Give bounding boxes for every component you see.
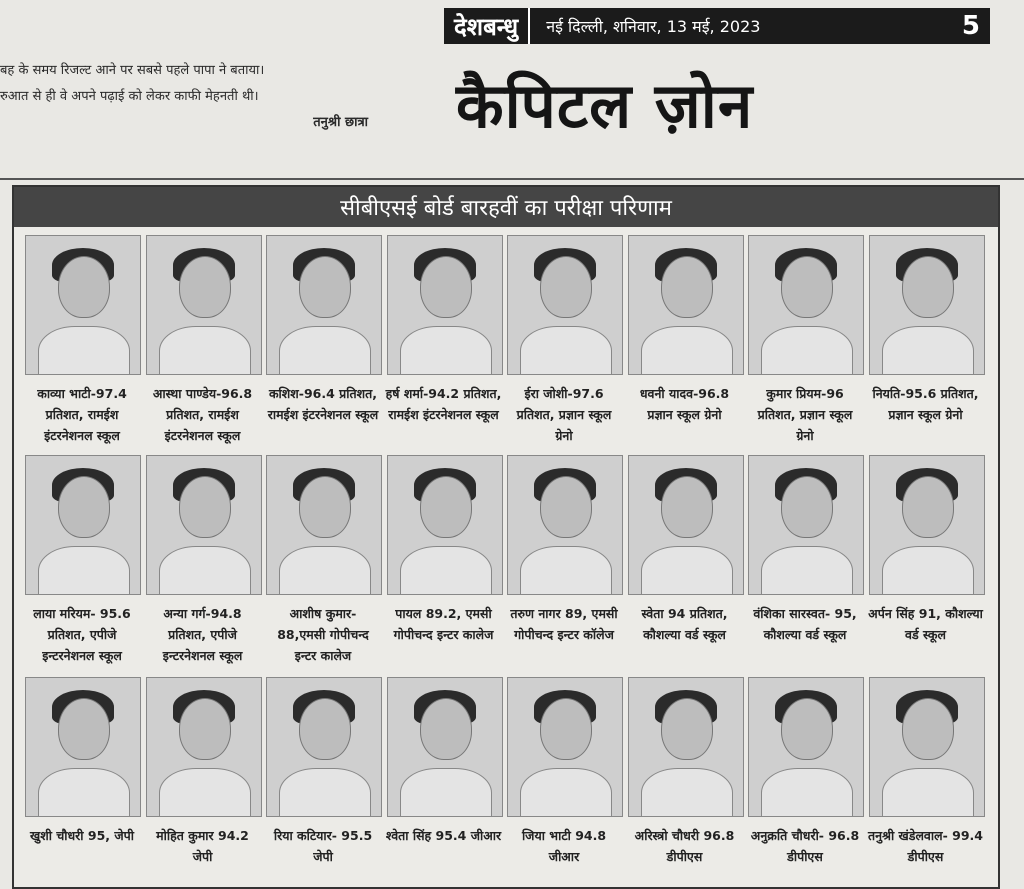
portrait-body bbox=[38, 546, 130, 595]
portrait-head bbox=[420, 476, 472, 538]
student-photo bbox=[387, 235, 503, 375]
student-photo bbox=[507, 455, 623, 595]
portrait-head bbox=[299, 476, 351, 538]
portrait-body bbox=[279, 546, 371, 595]
portrait-head bbox=[420, 698, 472, 760]
portrait-head bbox=[58, 256, 110, 318]
student-caption: अनुक्रति चौधरी- 96.8 डीपीएस bbox=[750, 828, 860, 864]
student-card bbox=[866, 677, 986, 887]
portrait-head bbox=[540, 698, 592, 760]
student-photo bbox=[146, 235, 262, 375]
results-banner: सीबीएसई बोर्ड बारहवीं का परीक्षा परिणाम bbox=[14, 187, 998, 227]
portrait-body bbox=[520, 326, 612, 375]
student-grid bbox=[22, 235, 986, 887]
student-card bbox=[745, 235, 865, 455]
student-photo bbox=[146, 677, 262, 817]
student-photo bbox=[387, 677, 503, 817]
student-caption: रिया कटियार- 95.5 जेपी bbox=[273, 828, 373, 864]
student-card bbox=[22, 235, 142, 455]
portrait-head bbox=[661, 476, 713, 538]
student-caption: धवनी यादव-96.8 प्रज्ञान स्कूल ग्रेनो bbox=[639, 386, 730, 422]
student-card bbox=[504, 677, 624, 887]
dateline: नई दिल्ली, शनिवार, 13 मई, 2023 bbox=[546, 17, 761, 36]
student-caption: आस्था पाण्डेय-96.8 प्रतिशत, रामईश इंटरनेशनल स्कूल bbox=[152, 386, 253, 443]
portrait-head bbox=[420, 256, 472, 318]
student-card bbox=[384, 235, 504, 455]
student-photo bbox=[507, 677, 623, 817]
portrait-body bbox=[159, 768, 251, 817]
student-photo bbox=[628, 235, 744, 375]
student-card bbox=[625, 455, 745, 677]
student-caption: तनुश्री खंडेलवाल- 99.4 डीपीएस bbox=[868, 828, 983, 864]
portrait-head bbox=[781, 476, 833, 538]
portrait-body bbox=[641, 546, 733, 595]
student-photo bbox=[146, 455, 262, 595]
top-quote bbox=[0, 58, 380, 136]
portrait-body bbox=[761, 326, 853, 375]
student-card bbox=[263, 235, 383, 455]
student-photo bbox=[628, 455, 744, 595]
section-title: कैपिटल ज़ोन bbox=[456, 69, 754, 142]
student-card bbox=[22, 677, 142, 887]
student-card bbox=[263, 455, 383, 677]
student-caption: वंशिका सारस्वत- 95, कौशल्या वर्ड स्कूल bbox=[753, 606, 857, 642]
student-photo bbox=[266, 235, 382, 375]
student-card bbox=[504, 455, 624, 677]
student-photo bbox=[25, 677, 141, 817]
student-caption: श्वेता सिंह 95.4 जीआर bbox=[385, 828, 502, 843]
portrait-head bbox=[58, 476, 110, 538]
student-card bbox=[143, 235, 263, 455]
student-card bbox=[745, 455, 865, 677]
portrait-head bbox=[781, 256, 833, 318]
student-caption: अर्पन सिंह 91, कौशल्या वर्ड स्कूल bbox=[868, 606, 983, 642]
student-caption: आशीष कुमार- 88,एमसी गोपीचन्द इन्टर कालेज bbox=[277, 606, 369, 663]
student-caption: पायल 89.2, एमसी गोपीचन्द इन्टर कालेज bbox=[393, 606, 494, 642]
student-caption: जिया भाटी 94.8 जीआर bbox=[521, 828, 607, 864]
student-photo bbox=[387, 455, 503, 595]
portrait-body bbox=[279, 326, 371, 375]
portrait-body bbox=[882, 326, 974, 375]
portrait-head bbox=[299, 698, 351, 760]
portrait-body bbox=[38, 326, 130, 375]
student-caption: अन्या गर्ग-94.8 प्रतिशत, एपीजे इन्टरनेशनल स्कूल bbox=[162, 606, 243, 663]
student-card bbox=[384, 677, 504, 887]
student-card bbox=[143, 455, 263, 677]
student-caption: काव्या भाटी-97.4 प्रतिशत, रामईश इंटरनेशनल स्कूल bbox=[37, 386, 127, 443]
portrait-body bbox=[400, 768, 492, 817]
quote-signature: तनुश्री छात्रा bbox=[313, 115, 368, 130]
student-photo bbox=[266, 677, 382, 817]
results-box bbox=[12, 185, 1000, 889]
quote-line-2: रुआत से ही वे अपने पढ़ाई को लेकर काफी मेहनती थी। bbox=[0, 89, 259, 104]
portrait-body bbox=[159, 546, 251, 595]
student-photo bbox=[869, 455, 985, 595]
portrait-head bbox=[540, 476, 592, 538]
portrait-body bbox=[761, 546, 853, 595]
portrait-head bbox=[902, 476, 954, 538]
student-card bbox=[745, 677, 865, 887]
student-card bbox=[625, 235, 745, 455]
quote-line-1: बह के समय रिजल्ट आने पर सबसे पहले पापा ने बताया। bbox=[0, 63, 265, 78]
portrait-head bbox=[179, 698, 231, 760]
student-card bbox=[866, 455, 986, 677]
portrait-head bbox=[661, 698, 713, 760]
student-photo bbox=[25, 455, 141, 595]
student-caption: लाया मरियम- 95.6 प्रतिशत, एपीजे इन्टरनेशनल स्कूल bbox=[33, 606, 131, 663]
student-card bbox=[263, 677, 383, 887]
student-caption: खुशी चौधरी 95, जेपी bbox=[30, 828, 134, 843]
student-photo bbox=[748, 235, 864, 375]
newspaper-logo: देशबन्धु bbox=[444, 8, 530, 44]
portrait-head bbox=[179, 476, 231, 538]
student-caption: मोहित कुमार 94.2 जेपी bbox=[156, 828, 249, 864]
student-photo bbox=[266, 455, 382, 595]
student-caption: कुमार प्रियम-96 प्रतिशत, प्रज्ञान स्कूल ग्रेनो bbox=[757, 386, 853, 443]
portrait-body bbox=[520, 546, 612, 595]
portrait-head bbox=[902, 698, 954, 760]
portrait-body bbox=[520, 768, 612, 817]
portrait-head bbox=[781, 698, 833, 760]
student-card bbox=[625, 677, 745, 887]
student-photo bbox=[628, 677, 744, 817]
student-card bbox=[22, 455, 142, 677]
student-card bbox=[504, 235, 624, 455]
portrait-head bbox=[902, 256, 954, 318]
portrait-head bbox=[179, 256, 231, 318]
student-card bbox=[384, 455, 504, 677]
student-caption: अरिस्त्रो चौधरी 96.8 डीपीएस bbox=[634, 828, 735, 864]
portrait-body bbox=[882, 768, 974, 817]
student-caption: ईरा जोशी-97.6 प्रतिशत, प्रज्ञान स्कूल ग्रेनो bbox=[516, 386, 612, 443]
masthead bbox=[444, 8, 990, 44]
student-photo bbox=[869, 235, 985, 375]
student-photo bbox=[869, 677, 985, 817]
student-caption: हर्ष शर्मा-94.2 प्रतिशत, रामईश इंटरनेशनल स्कूल bbox=[385, 386, 502, 422]
student-photo bbox=[507, 235, 623, 375]
student-photo bbox=[748, 455, 864, 595]
divider bbox=[0, 178, 1024, 180]
page-number: 5 bbox=[961, 11, 980, 41]
student-caption: कशिश-96.4 प्रतिशत, रामईश इंटरनेशनल स्कूल bbox=[267, 386, 379, 422]
portrait-body bbox=[38, 768, 130, 817]
portrait-body bbox=[641, 326, 733, 375]
portrait-head bbox=[299, 256, 351, 318]
portrait-body bbox=[400, 546, 492, 595]
portrait-body bbox=[159, 326, 251, 375]
portrait-body bbox=[279, 768, 371, 817]
portrait-body bbox=[761, 768, 853, 817]
student-card bbox=[866, 235, 986, 455]
student-card bbox=[143, 677, 263, 887]
student-photo bbox=[748, 677, 864, 817]
student-caption: नियति-95.6 प्रतिशत, प्रज्ञान स्कूल ग्रेनो bbox=[872, 386, 979, 422]
portrait-body bbox=[641, 768, 733, 817]
portrait-body bbox=[400, 326, 492, 375]
student-photo bbox=[25, 235, 141, 375]
student-caption: स्वेता 94 प्रतिशत, कौशल्या वर्ड स्कूल bbox=[641, 606, 728, 642]
student-caption: तरुण नागर 89, एमसी गोपीचन्द इन्टर कॉलेज bbox=[510, 606, 618, 642]
portrait-head bbox=[661, 256, 713, 318]
portrait-head bbox=[58, 698, 110, 760]
portrait-head bbox=[540, 256, 592, 318]
portrait-body bbox=[882, 546, 974, 595]
